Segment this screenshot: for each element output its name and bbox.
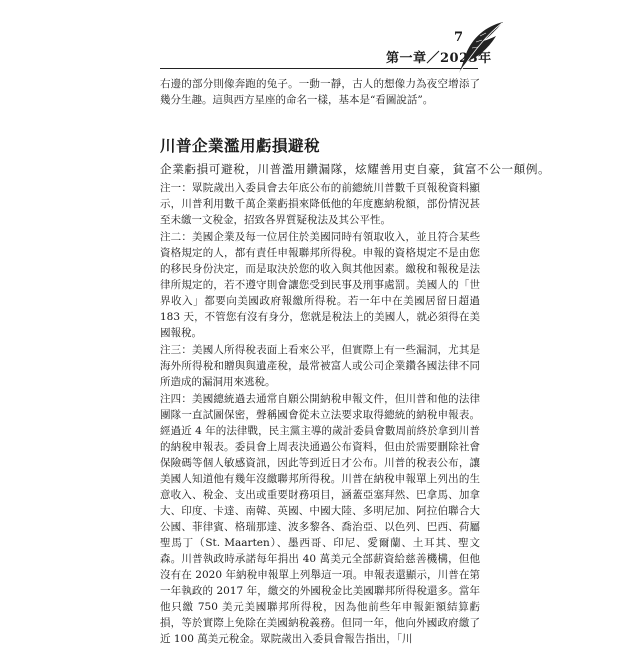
note-label: 注三： <box>160 344 193 356</box>
header-rule <box>160 68 478 69</box>
note-3 <box>160 342 480 390</box>
note-label: 注四： <box>160 393 193 405</box>
intro-paragraph: 右邊的部分則像奔跑的兔子。一動一靜，古人的想像力為夜空增添了幾分生趣。這與西方星座的命名一樣，基本是“看圖說話”。 <box>160 78 480 106</box>
note-text: 美國總統過去通常自願公開納稅申報文件，但川普和他的法律團隊一直試圖保密，聲稱國會從未立法要求取得總統的納稅申報表。經過近 4 年的法律戰，民主黨主導的歲計委員會數周前終於拿到川普的納稅申報表。委員會上周表決通過公布資料，但由於需要刪除社會保險碼等個人敏感資訊，因此等到近日才公布。川普的稅表公布，讓美國人知道他有幾年沒繳聯邦所得稅。川普在納稅申報單上列出的生意收入、稅金、支出或重要財務項目，涵蓋亞塞拜然、巴拿馬、加拿大、印度、卡達、南韓、英國、中國大陸、多明尼加、阿拉伯聯合大公國、菲律賓、格瑞那達、波多黎各、喬治亞、以色列、巴西、荷屬聖馬丁（St. Maarten）、墨西哥、印尼、愛爾蘭、土耳其、聖文森。川普執政時承諾每年捐出 40 萬美元全部薪資給慈善機構，但他沒有在 2020 年納稅申報單上列舉這一項。申報表還顯示，川普在第一年執政的 2017 年，繳交的外國稅金比美國聯邦所得稅還多。當年他只繳 750 美元美國聯邦所得稅，因為他前些年申報鉅額結算虧損，等於實際上免除在美國納稅義務。但同一年，他向外國政府繳了近 100 萬美元稅金。眾院歲出入委員會報告指出，「川 <box>160 393 481 645</box>
note-2 <box>160 229 480 341</box>
section-title: 川普企業濫用虧損避稅 <box>160 137 321 155</box>
page-number: 7 <box>454 30 464 45</box>
note-text: 美國企業及每一位居住於美國同時有領取收入，並且符合某些資格規定的人，都有責任申報聯邦所得稅。申報的資格規定不是由您的移民身份決定，而是取決於您的收入與其他因素。繳稅和報稅是法律所規定的，若不遵守則會讓您受到民事及刑事處罰。美國人的「世界收入」都要向美國政府報繳所得稅。若一年中在美國居留日超過 183 天，不管您有沒有身分，您就是稅法上的美國人，就必須得在美國報稅。 <box>160 231 481 339</box>
note-4 <box>160 391 480 647</box>
note-label: 注一： <box>160 182 193 194</box>
quill-feather-icon <box>456 20 506 75</box>
epigraph: 企業虧損可避稅，川普濫用鑽漏隊，炫耀善用吏自豪，貧富不公一顛例。 <box>160 162 551 176</box>
note-text: 眾院歲出入委員會去年底公布的前總統川普數千頁報稅資料顯示，川普利用數千萬企業虧損來降低他的年度應納稅額，部份情況甚至未繳一文稅金，招致各界質疑稅法及其公平性。 <box>160 182 481 226</box>
notes-block <box>160 180 480 648</box>
note-label: 注二： <box>160 231 193 243</box>
note-text: 美國人所得稅表面上看來公平，但實際上有一些漏洞，尤其是海外所得稅和贈與與遺產稅，最常被富人或公司企業鑽各國法律不同所造成的漏洞用來逃稅。 <box>160 344 481 388</box>
running-header: 第一章／2023年 <box>386 51 492 66</box>
note-1 <box>160 180 480 228</box>
